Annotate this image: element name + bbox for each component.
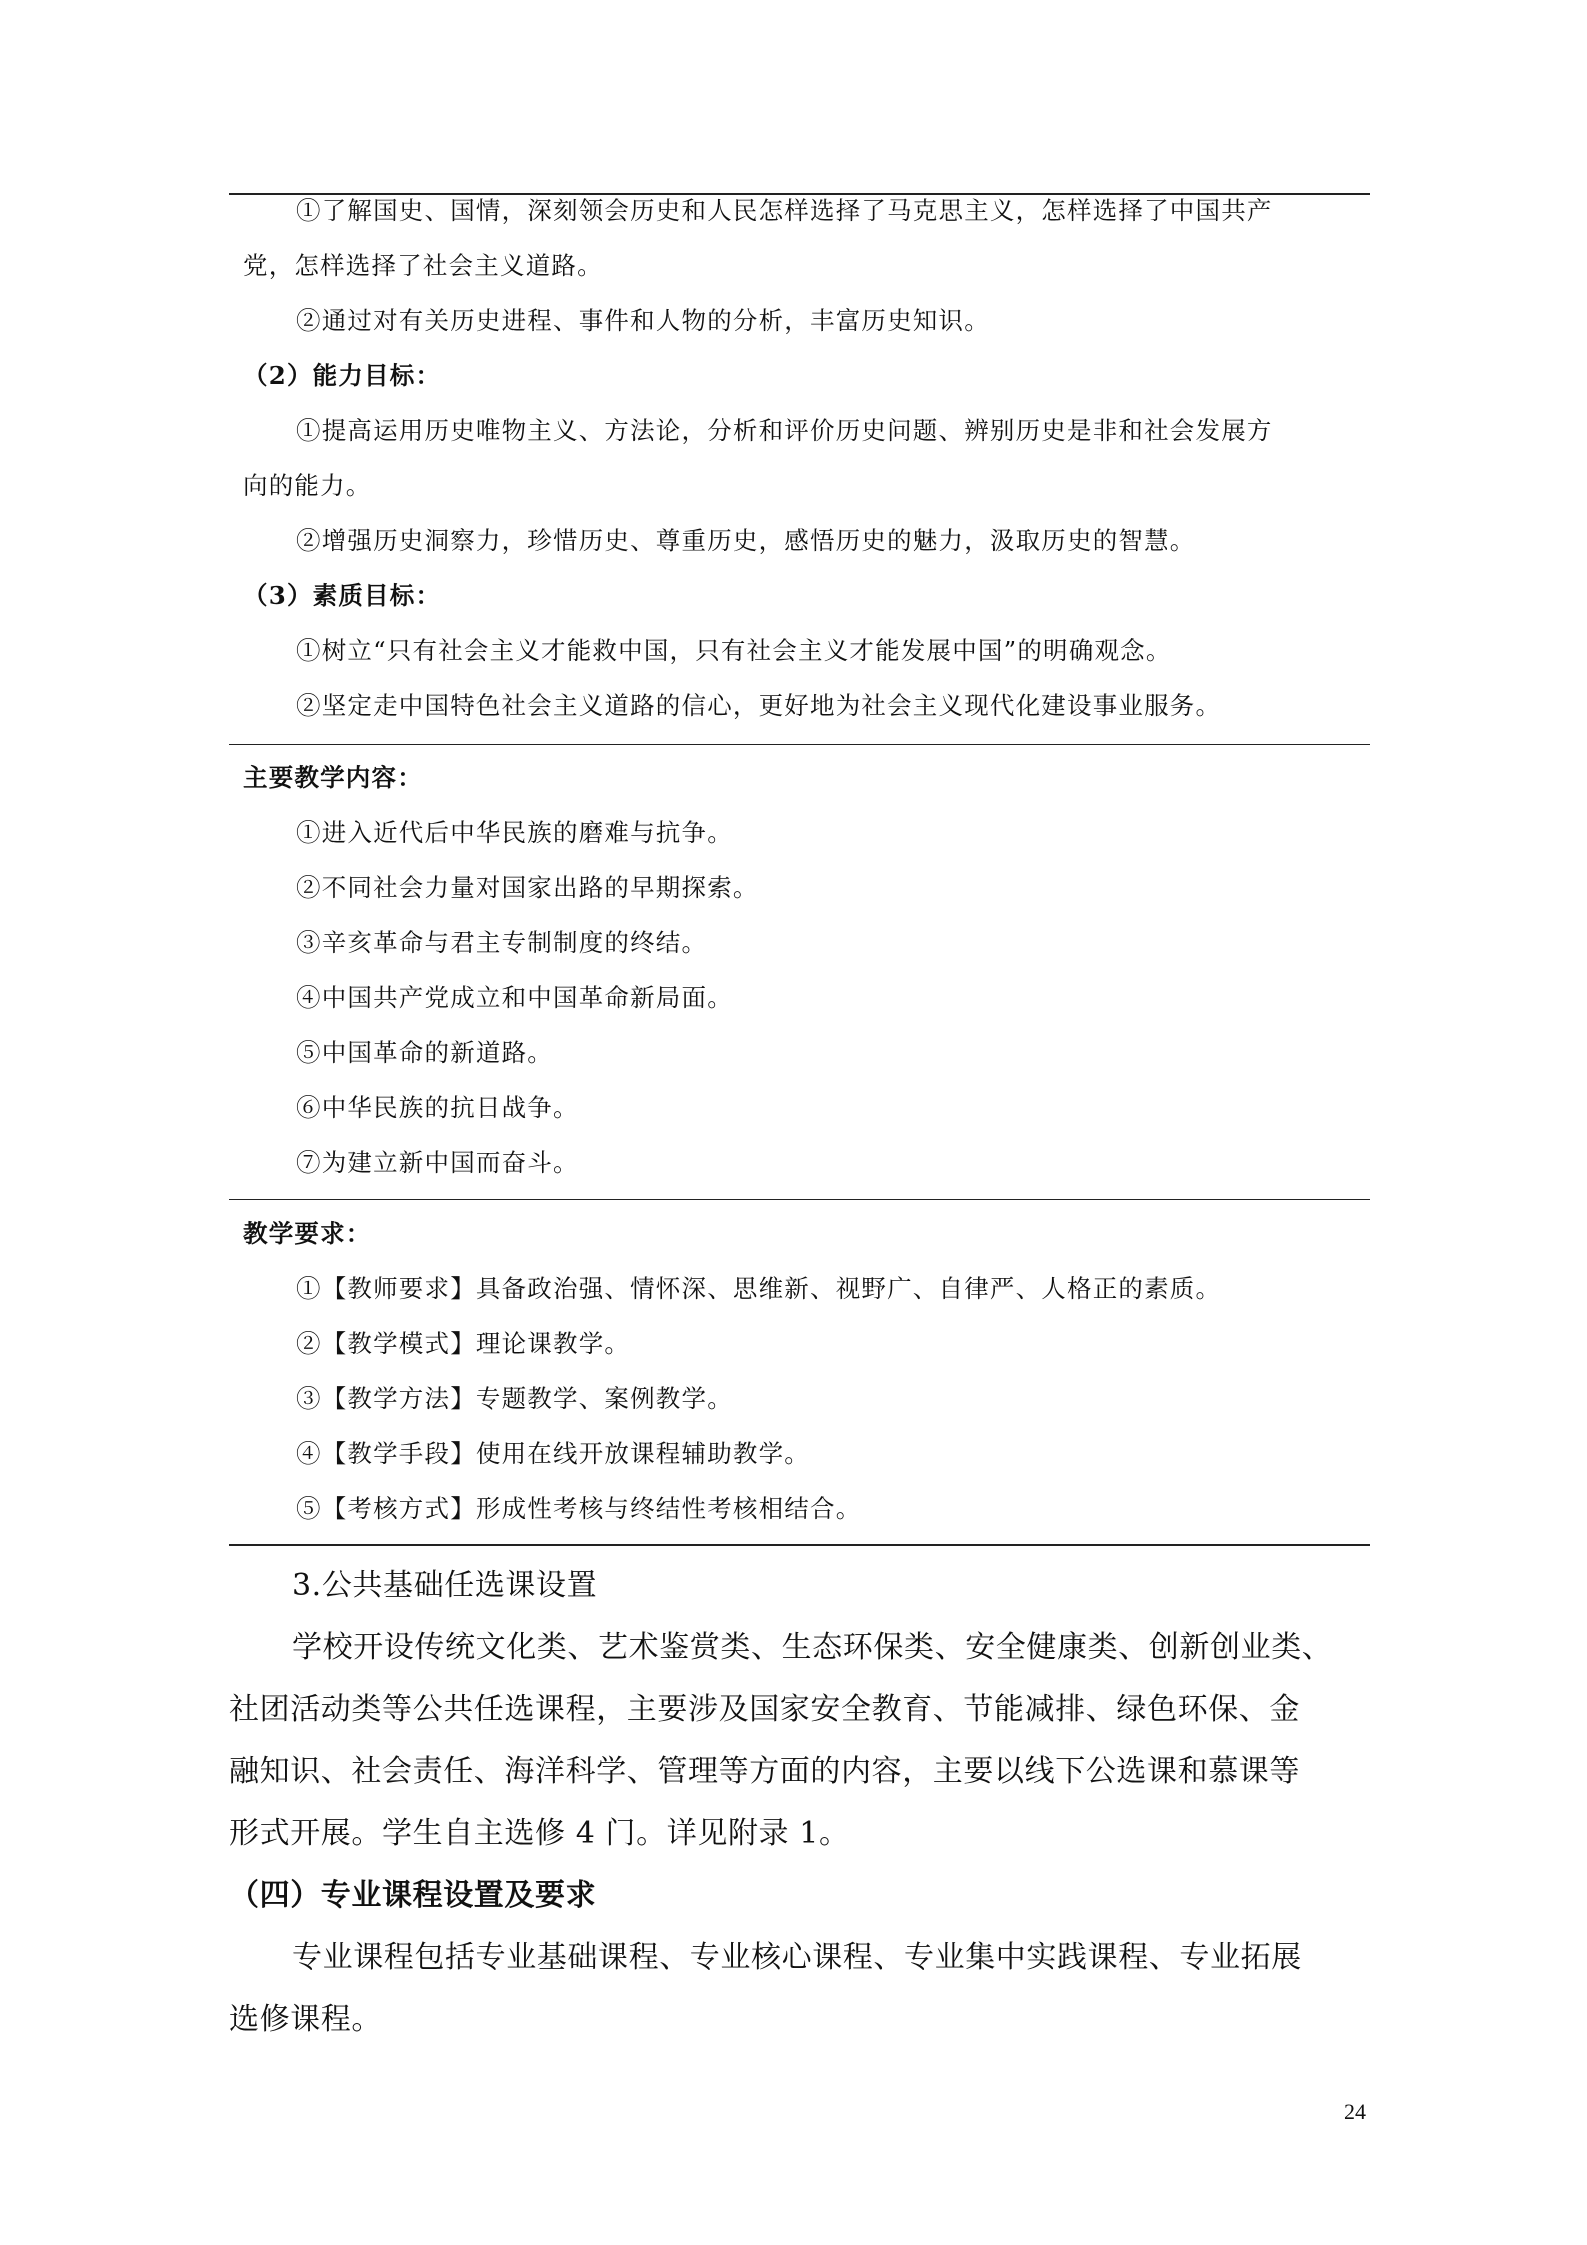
paragraph-line: 学校开设传统文化类、艺术鉴赏类、生态环保类、安全健康类、创新创业类、 (292, 1630, 1333, 1665)
paragraph-line: 形式开展。学生自主选修 4 门。详见附录 1。 (229, 1816, 850, 1851)
paragraph-line: 专业课程包括专业基础课程、专业核心课程、专业集中实践课程、专业拓展 (292, 1940, 1302, 1975)
table-row-divider (229, 744, 1370, 745)
paragraph-line: 社团活动类等公共任选课程，主要涉及国家安全教育、节能减排、绿色环保、金 (229, 1692, 1300, 1727)
ability-goal-line: ①提高运用历史唯物主义、方法论，分析和评价历史问题、辨别历史是非和社会发展方 (296, 416, 1273, 445)
content-item: ⑥中华民族的抗日战争。 (296, 1093, 579, 1122)
section-heading: 3.公共基础任选课设置 (292, 1568, 598, 1603)
requirement-item: ①【教师要求】具备政治强、情怀深、思维新、视野广、自律严、人格正的素质。 (296, 1274, 1222, 1303)
paragraph-line: 融知识、社会责任、海洋科学、管理等方面的内容，主要以线下公选课和慕课等 (229, 1754, 1300, 1789)
knowledge-goal-line: 党，怎样选择了社会主义道路。 (243, 251, 603, 280)
content-item: ⑤中国革命的新道路。 (296, 1038, 553, 1067)
quality-goals-heading: （3）素质目标： (243, 581, 442, 610)
content-item: ⑦为建立新中国而奋斗。 (296, 1148, 579, 1177)
quality-goal-line: ②坚定走中国特色社会主义道路的信心，更好地为社会主义现代化建设事业服务。 (296, 691, 1222, 720)
requirement-item: ④【教学手段】使用在线开放课程辅助教学。 (296, 1439, 810, 1468)
requirement-item: ⑤【考核方式】形成性考核与终结性考核相结合。 (296, 1494, 862, 1523)
section-heading: （四）专业课程设置及要求 (229, 1878, 597, 1913)
ability-goal-line: ②增强历史洞察力，珍惜历史、尊重历史，感悟历史的魅力，汲取历史的智慧。 (296, 526, 1196, 555)
knowledge-goal-line: ②通过对有关历史进程、事件和人物的分析，丰富历史知识。 (296, 306, 990, 335)
requirements-heading: 教学要求： (243, 1219, 372, 1248)
requirement-item: ②【教学模式】理论课教学。 (296, 1329, 631, 1358)
content-item: ②不同社会力量对国家出路的早期探索。 (296, 873, 759, 902)
paragraph-line: 选修课程。 (229, 2002, 382, 2037)
ability-goal-line: 向的能力。 (243, 471, 372, 500)
content-heading: 主要教学内容： (243, 763, 423, 792)
content-item: ③辛亥革命与君主专制制度的终结。 (296, 928, 708, 957)
table-row-divider (229, 1199, 1370, 1200)
ability-goals-heading: （2）能力目标： (243, 361, 442, 390)
quality-goal-line: ①树立“只有社会主义才能救中国，只有社会主义才能发展中国”的明确观念。 (296, 636, 1172, 665)
page-number: 24 (1344, 2099, 1366, 2124)
content-item: ①进入近代后中华民族的磨难与抗争。 (296, 818, 733, 847)
knowledge-goal-line: ①了解国史、国情，深刻领会历史和人民怎样选择了马克思主义，怎样选择了中国共产 (296, 196, 1273, 225)
content-item: ④中国共产党成立和中国革命新局面。 (296, 983, 733, 1012)
requirement-item: ③【教学方法】专题教学、案例教学。 (296, 1384, 733, 1413)
